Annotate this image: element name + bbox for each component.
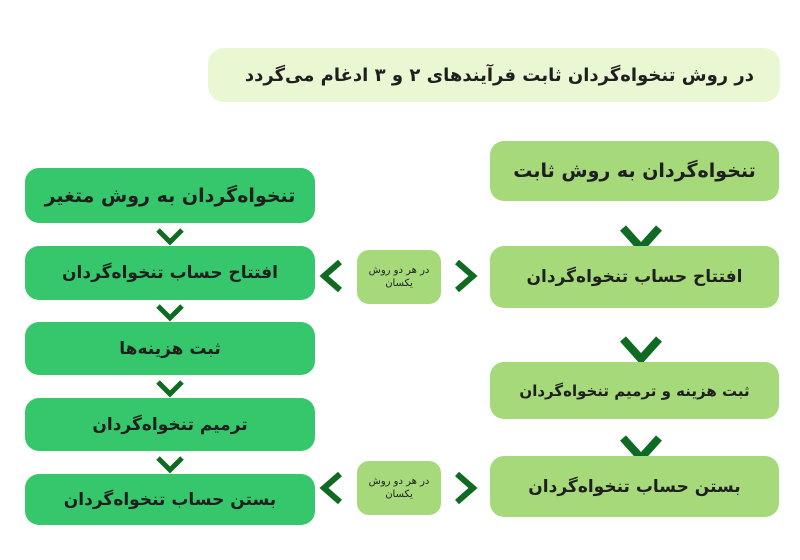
- variable-step-record-expenses: [25, 322, 315, 375]
- header-banner: [208, 48, 780, 102]
- fixed-step-record-replenish: [490, 362, 779, 419]
- fixed-step-1-label: افتتاح حساب تنخواه‌گردان: [526, 267, 743, 287]
- note-line-1: در هر دو روش: [368, 476, 430, 487]
- chevron-down-icon: [155, 378, 185, 398]
- variable-step-4-label: بستن حساب تنخواه‌گردان: [63, 489, 277, 510]
- fixed-step-3-label: بستن حساب تنخواه‌گردان: [528, 476, 741, 497]
- variable-step-1-label: افتتاح حساب تنخواه‌گردان: [62, 263, 278, 283]
- chevron-right-icon: [452, 470, 478, 506]
- chevron-down-icon: [155, 454, 185, 474]
- fixed-step-close-account: [490, 456, 779, 517]
- chevron-right-icon: [452, 258, 478, 294]
- note-line-2: یکسان: [385, 489, 413, 500]
- variable-step-replenish: [25, 398, 315, 451]
- variable-step-close-account: [25, 474, 315, 525]
- chevron-left-icon: [319, 258, 345, 294]
- variable-step-3-label: ترمیم تنخواه‌گردان: [92, 414, 248, 435]
- fixed-title-box: [490, 141, 779, 201]
- fixed-step-2-label: ثبت هزینه و ترمیم تنخواه‌گردان: [519, 381, 750, 400]
- chevron-left-icon: [319, 470, 345, 506]
- note-line-2: یکسان: [385, 278, 413, 289]
- variable-title: تنخواه‌گردان به روش متغیر: [44, 184, 296, 207]
- header-text: در روش تنخواه‌گردان ثابت فرآیندهای ۲ و ۳ ادغام می‌گردد: [244, 64, 754, 86]
- chevron-down-icon: [155, 302, 185, 322]
- variable-title-box: [25, 168, 315, 223]
- fixed-title: تنخواه‌گردان به روش ثابت: [513, 160, 756, 182]
- variable-step-open-account: [25, 246, 315, 300]
- variable-step-2-label: ثبت هزینه‌ها: [119, 338, 221, 359]
- same-in-both-note: [357, 461, 441, 515]
- same-in-both-note: [357, 250, 441, 304]
- fixed-step-open-account: [490, 246, 779, 308]
- note-line-1: در هر دو روش: [368, 265, 430, 276]
- chevron-down-icon: [155, 226, 185, 246]
